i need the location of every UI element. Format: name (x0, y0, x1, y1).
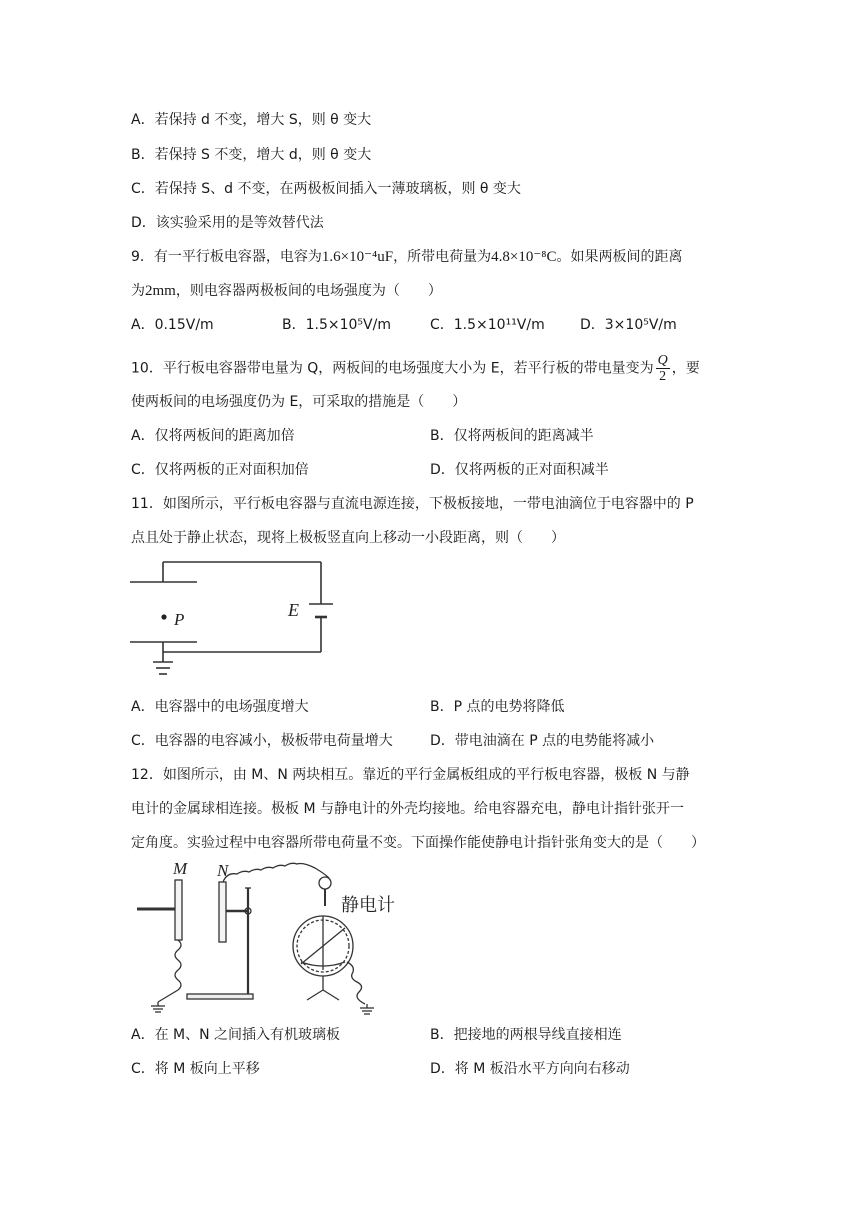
q10-fraction-numerator: Q (657, 353, 668, 368)
q9-stem-line2 (131, 281, 442, 301)
q9-option-b: B．1.5×10⁵V/m (282, 317, 391, 333)
q11-circuit-figure (125, 555, 335, 685)
q8-option-b: B．若保持 S 不变，增大 d，则 θ 变大 (131, 147, 372, 163)
q9-stem-text-e: ，则电容器两极板间的电场强度为（ ） (175, 283, 442, 299)
q9-stem-text-d: 为 (131, 283, 145, 299)
q10-stem-line1 (131, 353, 700, 384)
q11-option-d: D．带电油滴在 P 点的电势能将减小 (430, 733, 655, 749)
q10-option-c: C．仅将两板的正对面积加倍 (131, 462, 309, 478)
q9-charge: 4.8×10⁻⁸C (491, 249, 557, 265)
q9-option-a: A．0.15V/m (131, 317, 214, 333)
q9-stem-line1 (131, 247, 683, 267)
q11-option-c: C．电容器的电容减小，极板带电荷量增大 (131, 733, 393, 749)
q10-option-b: B．仅将两板间的距离减半 (430, 428, 594, 444)
q12-stem-line3: 定角度。实验过程中电容器所带电荷量不变。下面操作能使静电计指针张角变大的是（ ） (131, 835, 705, 851)
q10-stem-text-a: 10．平行板电容器带电量为 Q，两板间的电场强度大小为 E，若平行板的带电量变为 (131, 360, 654, 377)
q9-distance: 2mm (145, 283, 176, 299)
q8-option-d: D．该实验采用的是等效替代法 (131, 215, 324, 231)
q10-fraction (656, 353, 670, 384)
point-p-label: P (174, 610, 185, 629)
electrometer-label: 静电计 (341, 895, 395, 916)
q12-stem-line1: 12．如图所示，由 M、N 两块相互。靠近的平行金属板组成的平行板电容器，极板 N 与静 (131, 767, 690, 783)
q10-fraction-denominator: 2 (659, 369, 667, 384)
q11-option-a: A．电容器中的电场强度增大 (131, 699, 309, 715)
q12-option-b: B．把接地的两根导线直接相连 (430, 1027, 622, 1043)
q10-option-a: A．仅将两板间的距离加倍 (131, 428, 295, 444)
q9-option-c: C．1.5×10¹¹V/m (430, 317, 545, 333)
q10-stem-text-b: ，要 (671, 360, 700, 377)
source-e-label: E (288, 600, 299, 620)
q12-electrometer-figure (135, 858, 415, 1018)
q11-option-b: B．P 点的电势将降低 (430, 699, 565, 715)
q12-option-c: C．将 M 板向上平移 (131, 1061, 260, 1077)
q8-option-a: A．若保持 d 不变，增大 S，则 θ 变大 (131, 112, 372, 128)
q12-option-a: A．在 M、N 之间插入有机玻璃板 (131, 1027, 341, 1043)
q12-stem-line2: 电计的金属球相连接。极板 M 与静电计的外壳均接地。给电容器充电，静电计指针张开一 (131, 801, 684, 817)
oil-drop-dot (161, 614, 166, 619)
q9-capacitance: 1.6×10⁻⁴uF (321, 249, 394, 265)
q10-option-d: D．仅将两板的正对面积减半 (430, 462, 609, 478)
q8-option-c: C．若保持 S、d 不变，在两极板间插入一薄玻璃板，则 θ 变大 (131, 181, 521, 197)
q9-stem-text-b: ，所带电荷量为 (393, 249, 492, 265)
q9-option-d: D．3×10⁵V/m (580, 317, 677, 333)
q12-option-d: D．将 M 板沿水平方向向右移动 (430, 1061, 630, 1077)
q11-stem-line2: 点且处于静止状态，现将上极板竖直向上移动一小段距离，则（ ） (131, 530, 565, 546)
q9-stem-text-c: 。如果两板间的距离 (556, 249, 683, 265)
q9-stem-text-a: 9．有一平行板电容器，电容为 (131, 249, 322, 265)
plate-n-label: N (217, 861, 229, 880)
q11-stem-line1: 11．如图所示，平行板电容器与直流电源连接，下极板接地，一带电油滴位于电容器中的 P (131, 496, 694, 512)
q10-stem-line2: 使两板间的电场强度仍为 E，可采取的措施是（ ） (131, 394, 467, 410)
plate-m-label: M (173, 859, 188, 878)
